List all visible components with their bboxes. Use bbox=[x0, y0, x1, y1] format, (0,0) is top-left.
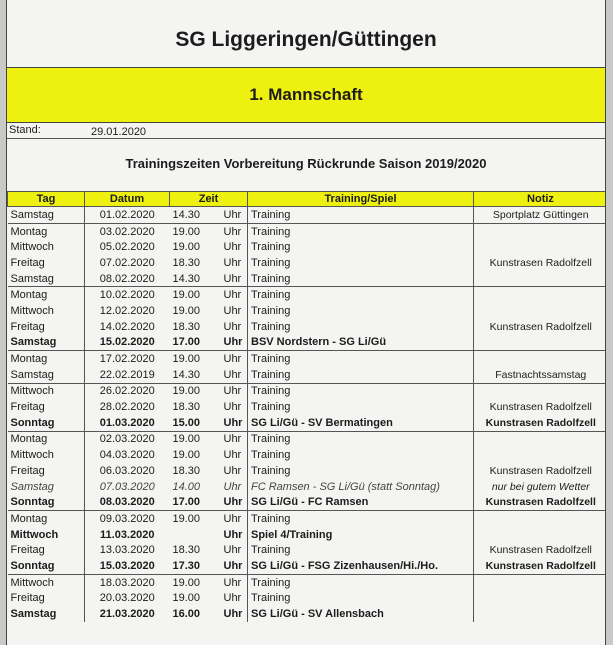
table-row bbox=[8, 447, 607, 463]
cell-training: Training bbox=[248, 511, 474, 527]
cell-training: SG Li/Gü - SV Bermatingen bbox=[248, 415, 474, 431]
table-row bbox=[8, 606, 607, 622]
cell-uhr: Uhr bbox=[220, 479, 248, 495]
cell-zeit: 14.00 bbox=[172, 480, 201, 493]
cell-datum: 13.03.2020 bbox=[99, 544, 155, 557]
cell-tag: Freitag bbox=[8, 399, 85, 415]
cell-datum: 07.03.2020 bbox=[99, 480, 155, 493]
table-row bbox=[8, 511, 607, 527]
cell-tag: Samstag bbox=[8, 479, 85, 495]
cell-datum: 06.03.2020 bbox=[99, 464, 155, 477]
cell-zeit: 19.00 bbox=[170, 511, 220, 527]
cell-tag: Sonntag bbox=[8, 494, 85, 510]
cell-notiz bbox=[474, 511, 607, 527]
cell-zeit: 19.00 bbox=[170, 574, 220, 590]
col-header-zeit: Zeit bbox=[170, 192, 248, 207]
cell-zeit: 15.00 bbox=[172, 416, 201, 429]
cell-training: Training bbox=[248, 367, 474, 383]
cell-uhr: Uhr bbox=[220, 574, 248, 590]
cell-datum: 02.03.2020 bbox=[85, 431, 170, 447]
cell-training: SG Li/Gü - FSG Zizenhausen/Hi./Ho. bbox=[248, 558, 474, 574]
cell-uhr: Uhr bbox=[220, 431, 248, 447]
cell-notiz: Kunstrasen Radolfzell bbox=[489, 401, 592, 414]
col-header-training: Training/Spiel bbox=[248, 192, 474, 207]
cell-uhr: Uhr bbox=[220, 271, 248, 287]
cell-notiz: Kunstrasen Radolfzell bbox=[485, 416, 596, 429]
cell-uhr: Uhr bbox=[220, 383, 248, 399]
cell-training: BSV Nordstern - SG Li/Gü bbox=[248, 335, 474, 351]
table-row bbox=[8, 367, 607, 383]
cell-uhr: Uhr bbox=[220, 223, 248, 239]
cell-training: Spiel 4/Training bbox=[248, 527, 474, 543]
cell-zeit: 16.00 bbox=[172, 608, 201, 621]
cell-training: Training bbox=[248, 255, 474, 271]
cell-datum: 14.02.2020 bbox=[99, 320, 155, 333]
cell-tag: Samstag bbox=[8, 271, 85, 287]
cell-zeit: 19.00 bbox=[172, 304, 201, 317]
cell-datum: 20.03.2020 bbox=[99, 592, 155, 605]
cell-notiz bbox=[474, 239, 607, 255]
col-header-notiz: Notiz bbox=[474, 192, 607, 207]
cell-tag: Mittwoch bbox=[8, 303, 85, 319]
cell-notiz bbox=[474, 383, 607, 399]
cell-notiz bbox=[474, 287, 607, 303]
cell-datum: 08.03.2020 bbox=[99, 496, 155, 509]
table-row bbox=[8, 399, 607, 415]
cell-training: Training bbox=[248, 271, 474, 287]
table-row bbox=[8, 271, 607, 287]
cell-notiz bbox=[474, 431, 607, 447]
table-row bbox=[8, 383, 607, 399]
cell-uhr: Uhr bbox=[220, 207, 248, 224]
cell-training: SG Li/Gü - SV Allensbach bbox=[248, 606, 474, 622]
table-row bbox=[8, 287, 607, 303]
table-row bbox=[8, 223, 607, 239]
schedule-table bbox=[7, 191, 606, 622]
cell-zeit: 18.30 bbox=[172, 464, 201, 477]
table-row bbox=[8, 527, 607, 543]
table-row bbox=[8, 303, 607, 319]
cell-uhr: Uhr bbox=[220, 494, 248, 510]
cell-training: Training bbox=[248, 239, 474, 255]
cell-zeit: 19.00 bbox=[172, 592, 201, 605]
cell-zeit: 14.30 bbox=[172, 208, 201, 221]
cell-notiz: Kunstrasen Radolfzell bbox=[489, 256, 592, 269]
cell-datum: 18.03.2020 bbox=[85, 574, 170, 590]
cell-tag: Samstag bbox=[8, 207, 85, 224]
table-row bbox=[8, 207, 607, 224]
cell-training: Training bbox=[248, 303, 474, 319]
cell-datum: 15.02.2020 bbox=[99, 336, 155, 349]
cell-zeit: 17.00 bbox=[172, 496, 201, 509]
divider bbox=[7, 138, 605, 139]
cell-datum: 21.03.2020 bbox=[99, 608, 155, 621]
cell-zeit: 17.30 bbox=[172, 559, 201, 572]
cell-training: Training bbox=[248, 463, 474, 479]
stand-date: 29.01.2020 bbox=[91, 126, 147, 138]
cell-tag: Freitag bbox=[8, 463, 85, 479]
cell-datum: 26.02.2020 bbox=[85, 383, 170, 399]
cell-zeit: 18.30 bbox=[172, 544, 201, 557]
cell-notiz: Kunstrasen Radolfzell bbox=[489, 320, 592, 333]
table-row bbox=[8, 431, 607, 447]
cell-training: FC Ramsen - SG Li/Gü (statt Sonntag) bbox=[248, 479, 474, 495]
cell-notiz bbox=[474, 574, 607, 590]
table-header-row bbox=[8, 192, 607, 207]
cell-datum: 22.02.2019 bbox=[99, 368, 155, 381]
cell-notiz bbox=[474, 335, 607, 351]
cell-uhr: Uhr bbox=[220, 606, 248, 622]
cell-tag: Montag bbox=[8, 223, 85, 239]
cell-zeit: 19.00 bbox=[170, 287, 220, 303]
cell-datum: 01.03.2020 bbox=[99, 416, 155, 429]
cell-tag: Samstag bbox=[8, 335, 85, 351]
cell-zeit: 18.30 bbox=[172, 320, 201, 333]
cell-notiz bbox=[474, 271, 607, 287]
cell-training: Training bbox=[248, 319, 474, 335]
cell-notiz bbox=[474, 303, 607, 319]
cell-tag: Samstag bbox=[8, 606, 85, 622]
cell-notiz: Fastnachtssamstag bbox=[495, 368, 587, 381]
cell-training: Training bbox=[248, 591, 474, 607]
cell-uhr: Uhr bbox=[220, 527, 248, 543]
cell-uhr: Uhr bbox=[220, 591, 248, 607]
cell-tag: Mittwoch bbox=[8, 383, 85, 399]
cell-tag: Montag bbox=[8, 351, 85, 367]
cell-tag: Mittwoch bbox=[8, 527, 85, 543]
col-header-datum: Datum bbox=[85, 192, 170, 207]
table-row bbox=[8, 319, 607, 335]
cell-training: Training bbox=[248, 447, 474, 463]
cell-notiz bbox=[474, 527, 607, 543]
table-body bbox=[8, 207, 607, 622]
cell-zeit: 19.00 bbox=[170, 351, 220, 367]
cell-tag: Freitag bbox=[8, 255, 85, 271]
cell-training: Training bbox=[248, 223, 474, 239]
cell-uhr: Uhr bbox=[220, 399, 248, 415]
cell-tag: Sonntag bbox=[8, 558, 85, 574]
team-subtitle: 1. Mannschaft bbox=[249, 85, 363, 104]
cell-notiz: Kunstrasen Radolfzell bbox=[489, 464, 592, 477]
cell-zeit: 14.30 bbox=[172, 368, 201, 381]
cell-training: Training bbox=[248, 542, 474, 558]
table-row bbox=[8, 494, 607, 510]
table-row bbox=[8, 239, 607, 255]
cell-tag: Mittwoch bbox=[8, 239, 85, 255]
cell-training: Training bbox=[248, 431, 474, 447]
cell-uhr: Uhr bbox=[220, 303, 248, 319]
cell-tag: Montag bbox=[8, 431, 85, 447]
cell-uhr: Uhr bbox=[220, 463, 248, 479]
cell-uhr: Uhr bbox=[220, 319, 248, 335]
cell-tag: Montag bbox=[8, 511, 85, 527]
cell-zeit: 19.00 bbox=[170, 383, 220, 399]
cell-training: Training bbox=[248, 574, 474, 590]
table-row bbox=[8, 542, 607, 558]
cell-datum: 11.03.2020 bbox=[100, 528, 155, 541]
cell-tag: Freitag bbox=[8, 542, 85, 558]
stand-label: Stand: bbox=[9, 124, 41, 136]
cell-tag: Freitag bbox=[8, 319, 85, 335]
cell-notiz: Kunstrasen Radolfzell bbox=[485, 559, 596, 572]
cell-datum: 07.02.2020 bbox=[99, 256, 155, 269]
cell-uhr: Uhr bbox=[220, 351, 248, 367]
table-row bbox=[8, 255, 607, 271]
schedule-sheet bbox=[6, 0, 606, 645]
cell-datum: 04.03.2020 bbox=[99, 449, 155, 462]
col-header-tag: Tag bbox=[8, 192, 85, 207]
cell-uhr: Uhr bbox=[220, 239, 248, 255]
schedule-heading: Trainingszeiten Vorbereitung Rückrunde Saison 2019/2020 bbox=[125, 156, 487, 171]
table-row bbox=[8, 558, 607, 574]
cell-notiz: Kunstrasen Radolfzell bbox=[485, 496, 596, 509]
cell-tag: Sonntag bbox=[8, 415, 85, 431]
cell-datum: 08.02.2020 bbox=[99, 272, 155, 285]
cell-zeit: 18.30 bbox=[172, 401, 201, 414]
cell-notiz: Sportplatz Güttingen bbox=[492, 208, 589, 221]
cell-uhr: Uhr bbox=[220, 447, 248, 463]
table-row bbox=[8, 415, 607, 431]
cell-zeit: 14.30 bbox=[172, 272, 201, 285]
table-row bbox=[8, 591, 607, 607]
cell-zeit: 19.00 bbox=[172, 241, 201, 254]
cell-notiz bbox=[474, 591, 607, 607]
cell-training: Training bbox=[248, 287, 474, 303]
cell-datum: 01.02.2020 bbox=[99, 208, 155, 221]
cell-datum: 09.03.2020 bbox=[85, 511, 170, 527]
cell-tag: Freitag bbox=[8, 591, 85, 607]
cell-uhr: Uhr bbox=[220, 558, 248, 574]
cell-uhr: Uhr bbox=[220, 255, 248, 271]
cell-uhr: Uhr bbox=[220, 415, 248, 431]
cell-tag: Montag bbox=[8, 287, 85, 303]
cell-datum: 17.02.2020 bbox=[85, 351, 170, 367]
cell-training: Training bbox=[248, 351, 474, 367]
cell-tag: Mittwoch bbox=[8, 574, 85, 590]
cell-datum: 15.03.2020 bbox=[99, 559, 155, 572]
table-row bbox=[8, 335, 607, 351]
cell-uhr: Uhr bbox=[220, 542, 248, 558]
cell-notiz: Kunstrasen Radolfzell bbox=[489, 544, 592, 557]
table-row bbox=[8, 479, 607, 495]
cell-zeit: 18.30 bbox=[172, 256, 201, 269]
cell-notiz bbox=[474, 223, 607, 239]
cell-zeit: 19.00 bbox=[172, 449, 201, 462]
table-row bbox=[8, 574, 607, 590]
cell-zeit: 19.00 bbox=[170, 223, 220, 239]
club-title: SG Liggeringen/Güttingen bbox=[175, 28, 437, 51]
cell-notiz bbox=[474, 351, 607, 367]
cell-training: Training bbox=[248, 399, 474, 415]
cell-datum: 05.02.2020 bbox=[99, 241, 155, 254]
table-row bbox=[8, 351, 607, 367]
cell-uhr: Uhr bbox=[220, 287, 248, 303]
cell-notiz: nur bei gutem Wetter bbox=[491, 480, 590, 493]
cell-zeit: 17.00 bbox=[172, 336, 201, 349]
cell-datum: 28.02.2020 bbox=[99, 401, 155, 414]
table-row bbox=[8, 463, 607, 479]
cell-uhr: Uhr bbox=[220, 511, 248, 527]
cell-zeit bbox=[170, 527, 220, 543]
cell-uhr: Uhr bbox=[220, 367, 248, 383]
cell-datum: 12.02.2020 bbox=[99, 304, 155, 317]
cell-training: Training bbox=[248, 383, 474, 399]
cell-datum: 03.02.2020 bbox=[85, 223, 170, 239]
cell-tag: Samstag bbox=[8, 367, 85, 383]
cell-zeit: 19.00 bbox=[170, 431, 220, 447]
cell-datum: 10.02.2020 bbox=[85, 287, 170, 303]
cell-training: Training bbox=[248, 207, 474, 224]
cell-training: SG Li/Gü - FC Ramsen bbox=[248, 494, 474, 510]
cell-notiz bbox=[474, 447, 607, 463]
cell-notiz bbox=[474, 606, 607, 622]
cell-tag: Mittwoch bbox=[8, 447, 85, 463]
cell-uhr: Uhr bbox=[220, 335, 248, 351]
